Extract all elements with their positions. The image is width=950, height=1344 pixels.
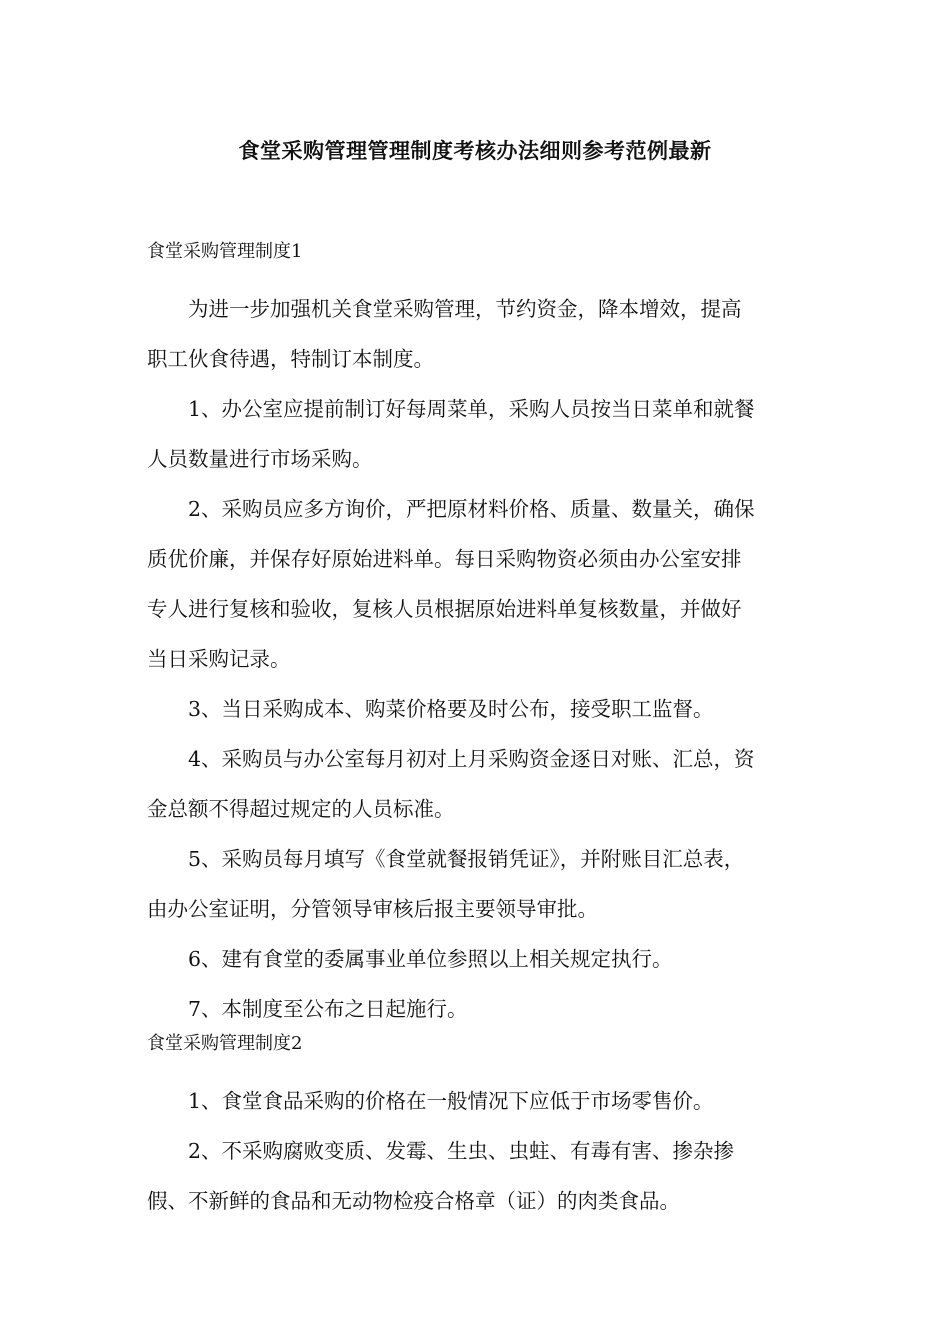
- text-line: 由办公室证明，分管领导审核后报主要领导审批。: [147, 897, 598, 921]
- text-line: 金总额不得超过规定的人员标准。: [147, 797, 455, 821]
- paragraph: [147, 384, 807, 484]
- paragraph: [147, 1076, 807, 1126]
- section: [147, 1026, 807, 1226]
- text-line: 7、本制度至公布之日起施行。: [188, 997, 468, 1021]
- document-title: 食堂采购管理管理制度考核办法细则参考范例最新: [238, 139, 712, 163]
- paragraph: [147, 684, 807, 734]
- text-line: 2、不采购腐败变质、发霉、生虫、虫蛀、有毒有害、掺杂掺: [188, 1139, 735, 1163]
- paragraph: [147, 1126, 807, 1226]
- text-line: 3、当日采购成本、购菜价格要及时公布，接受职工监督。: [188, 697, 714, 721]
- text-line: 为进一步加强机关食堂采购管理，节约资金，降本增效，提高: [188, 297, 742, 321]
- text-line: 当日采购记录。: [147, 647, 291, 671]
- text-line: 质优价廉，并保存好原始进料单。每日采购物资必须由办公室安排: [147, 547, 742, 571]
- text-line: 假、不新鲜的食品和无动物检疫合格章（证）的肉类食品。: [147, 1189, 680, 1213]
- text-line: 1、办公室应提前制订好每周菜单，采购人员按当日菜单和就餐: [188, 397, 755, 421]
- section-heading: 食堂采购管理制度2: [147, 1033, 303, 1054]
- paragraph: [147, 934, 807, 984]
- section: [147, 234, 807, 1034]
- document-body: [147, 234, 807, 1226]
- paragraph: [147, 284, 807, 384]
- text-line: 职工伙食待遇，特制订本制度。: [147, 347, 434, 371]
- text-line: 4、采购员与办公室每月初对上月采购资金逐日对账、汇总，资: [188, 747, 755, 771]
- paragraph: [147, 834, 807, 934]
- paragraph: [147, 734, 807, 834]
- paragraph: [147, 484, 807, 684]
- section-heading: 食堂采购管理制度1: [147, 241, 303, 262]
- text-line: 专人进行复核和验收，复核人员根据原始进料单复核数量，并做好: [147, 597, 742, 621]
- text-line: 1、食堂食品采购的价格在一般情况下应低于市场零售价。: [188, 1089, 714, 1113]
- text-line: 人员数量进行市场采购。: [147, 447, 373, 471]
- text-line: 5、采购员每月填写《食堂就餐报销凭证》，并附账目汇总表，: [188, 847, 745, 871]
- text-line: 6、建有食堂的委属事业单位参照以上相关规定执行。: [188, 947, 673, 971]
- text-line: 2、采购员应多方询价，严把原材料价格、质量、数量关，确保: [188, 497, 755, 521]
